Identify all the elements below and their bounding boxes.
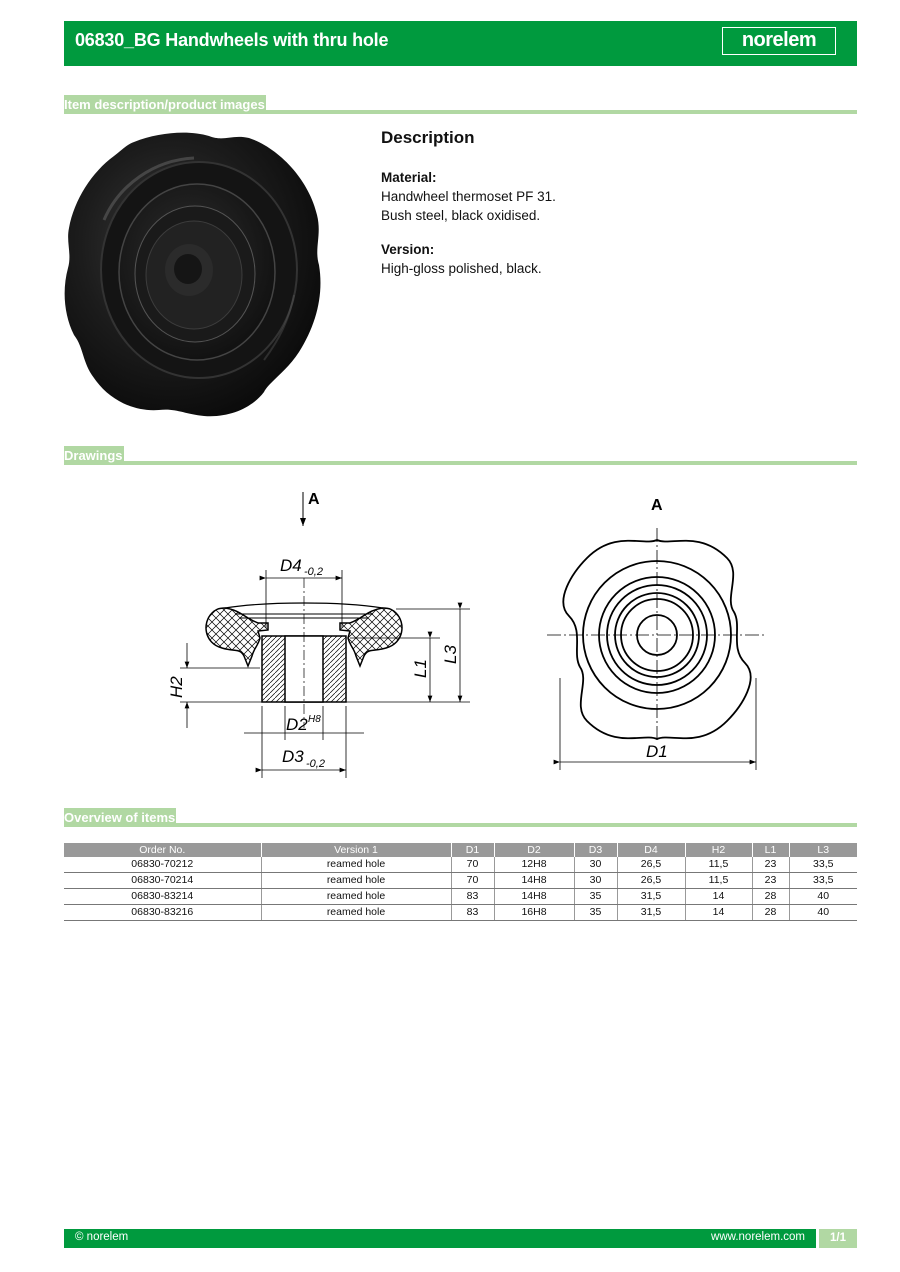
col-version: Version 1 [261,843,451,857]
dim-d4-tolerance: -0,2 [304,566,323,578]
section-title-item-description: Item description/product images [64,97,265,112]
section-overview [64,803,857,827]
material-label: Material: [381,170,437,185]
col-d2: D2 [494,843,574,857]
dim-d3: D3 [282,747,304,766]
material-line: Handwheel thermoset PF 31. [381,189,556,204]
website-link[interactable]: www.norelem.com [711,1231,805,1243]
description-block [381,128,851,278]
technical-drawing [140,478,840,788]
dim-d2: D2 [286,715,308,734]
copyright: © norelem [75,1231,129,1243]
page-header [64,21,857,66]
section-view [180,492,470,778]
product-image [64,130,322,418]
table-row: 06830-70214 reamed hole 70 14H8 30 26,5 11,5 23 33,5 [64,873,857,889]
dim-d3-tolerance: -0,2 [306,758,325,770]
col-d1: D1 [451,843,494,857]
page-title: 06830_BG Handwheels with thru hole [75,30,389,50]
col-d3: D3 [574,843,617,857]
page-number: 1/1 [816,1229,857,1248]
col-d4: D4 [617,843,685,857]
dim-d4: D4 [280,556,302,575]
items-table [64,843,857,921]
dim-d2-tolerance: H8 [308,714,321,725]
view-label-a: A [308,491,320,508]
version-line: High-gloss polished, black. [381,261,542,276]
view-label-a-top: A [651,497,663,514]
col-l1: L1 [752,843,789,857]
dim-d1: D1 [646,742,668,761]
dim-l1: L1 [411,659,430,678]
section-title-overview: Overview of items [64,810,176,825]
section-title-drawings: Drawings [64,448,123,463]
section-item-description [64,90,857,114]
col-order-no: Order No. [64,843,261,857]
norelem-logo: norelem [722,27,836,55]
table-header-row [64,843,857,857]
top-view [547,528,767,770]
col-h2: H2 [685,843,752,857]
version-label: Version: [381,242,435,257]
page-footer [64,1229,857,1248]
table-row: 06830-70212 reamed hole 70 12H8 30 26,5 11,5 23 33,5 [64,857,857,873]
description-heading: Description [381,128,475,147]
table-row: 06830-83216 reamed hole 83 16H8 35 31,5 14 28 40 [64,905,857,921]
col-l3: L3 [789,843,857,857]
table-row: 06830-83214 reamed hole 83 14H8 35 31,5 14 28 40 [64,889,857,905]
dim-h2: H2 [167,676,186,698]
section-drawings [64,441,857,465]
dim-l3: L3 [441,645,460,664]
material-line: Bush steel, black oxidised. [381,208,541,223]
